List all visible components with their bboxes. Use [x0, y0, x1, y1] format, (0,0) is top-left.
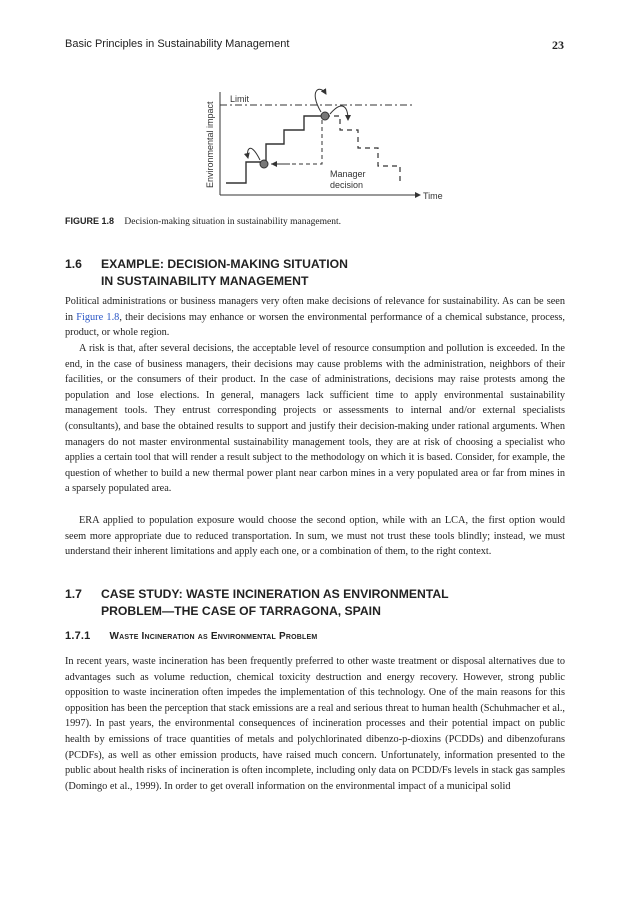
paragraph: ERA applied to population exposure would choose the second option, while with an LCA, the first option would seem more appropriate due to reduced transportation. In sum, we must not trust these tools blindly; instead, we must understand their inherent limitations and apply each one, or a combination of them, to the right context.: [65, 515, 565, 558]
impact-staircase: [226, 116, 325, 183]
figure-caption: [65, 216, 565, 227]
paragraph-text: , their decisions may enhance or worsen the environmental performance of a chemical substance, process, product, or whole region.: [65, 311, 565, 339]
section-title-line1: EXAMPLE: DECISION-MAKING SITUATION: [101, 257, 348, 271]
section-title-line1: CASE STUDY: WASTE INCINERATION AS ENVIRONMENTAL: [101, 587, 449, 601]
paragraph: In recent years, waste incineration has been frequently preferred to other waste treatment or disposal alternatives due to advantages such as volume reduction, chemical toxicity destruction and energy recovery. However, strong public opposition to waste incineration often impedes the implementation of this technology. One of the main reasons for this opposition has been the perception that stack emissions are a real and serious threat to human health (Schuhmacher et al., 1997). In past years, the environmental consequences of incineration processes and their potential impact on public health by emissions of trace quantities of metals and polychlorinated dibenzo-p-dioxins (PCDDs) and dibenzofurans (PCDFs), as well as other emission products, have raised much concern. Unfortunately, information presented to the public about health risks of incineration is often incomplete, including only data on PCDD/Fs levels in stack gas samples (Domingo et al., 1999). In order to get overall information on the environmental impact of a municipal solid: [65, 656, 565, 792]
decision-label: decision: [330, 180, 364, 190]
curved-arrow: [248, 148, 261, 160]
paragraph: A risk is that, after several decisions, the acceptable level of resource consumption and pollution is exceeded. In the end, in the case of business managers, their decisions may cause problems with the administration, neighbors of their facilities, or the consumers of their product. In the case of administrations, decisions may raise protests among the population and lose elections. In general, managers lack sufficient time to apply environmental sustainability management tools. They entrust corresponding projects or assessments to internal and/or external specialists (consultants), and base the obtained results to support and justify their decision-making under rational arguments. When managers do not master environmental sustainability management tools, they are at risk of choosing a specialist who applies a certain tool that will render a result subject to the methodology on which it is based. Consider, for example, the question of whether to build a new thermal power plant near carbon mines in a very populated area or far from mines in a sparsely populated area.: [65, 343, 565, 495]
paragraph-text: Political administrations or business managers very often make decisions of relevance for sustainability. As can be seen in: [65, 296, 565, 323]
running-head: [65, 38, 564, 54]
paragraph: [65, 294, 565, 341]
section-title-line2: PROBLEM—THE CASE OF TARRAGONA, SPAIN: [101, 604, 381, 618]
page-number: 23: [552, 38, 564, 52]
limit-label: Limit: [230, 94, 250, 104]
decision-diagram: [180, 80, 450, 210]
section-heading-1-6: [65, 256, 348, 290]
manager-label: Manager: [330, 169, 366, 179]
subsection-number: 1.7.1: [65, 630, 91, 642]
section-title-line2: IN SUSTAINABILITY MANAGEMENT: [101, 274, 309, 288]
figure-link[interactable]: Figure 1.8: [76, 311, 120, 323]
subsection-title: Waste Incineration as Environmental Problem: [109, 631, 318, 642]
curved-arrow: [315, 89, 326, 112]
x-axis-label: Time: [423, 191, 443, 201]
caption-label: FIGURE 1.8: [65, 216, 115, 226]
running-head-title: Basic Principles in Sustainability Management: [65, 38, 290, 50]
figure-1-8: [180, 80, 450, 210]
decision-point: [321, 112, 329, 120]
y-axis-label: Environmental impact: [205, 101, 215, 188]
section-number: 1.6: [65, 257, 82, 271]
caption-text: Decision-making situation in sustainability management.: [124, 217, 342, 227]
section-heading-1-7: [65, 586, 449, 620]
decision-point: [260, 160, 268, 168]
section-number: 1.7: [65, 587, 82, 601]
decision-path: [264, 118, 322, 164]
curved-arrow: [330, 106, 348, 120]
subsection-heading-1-7-1: [65, 630, 317, 642]
